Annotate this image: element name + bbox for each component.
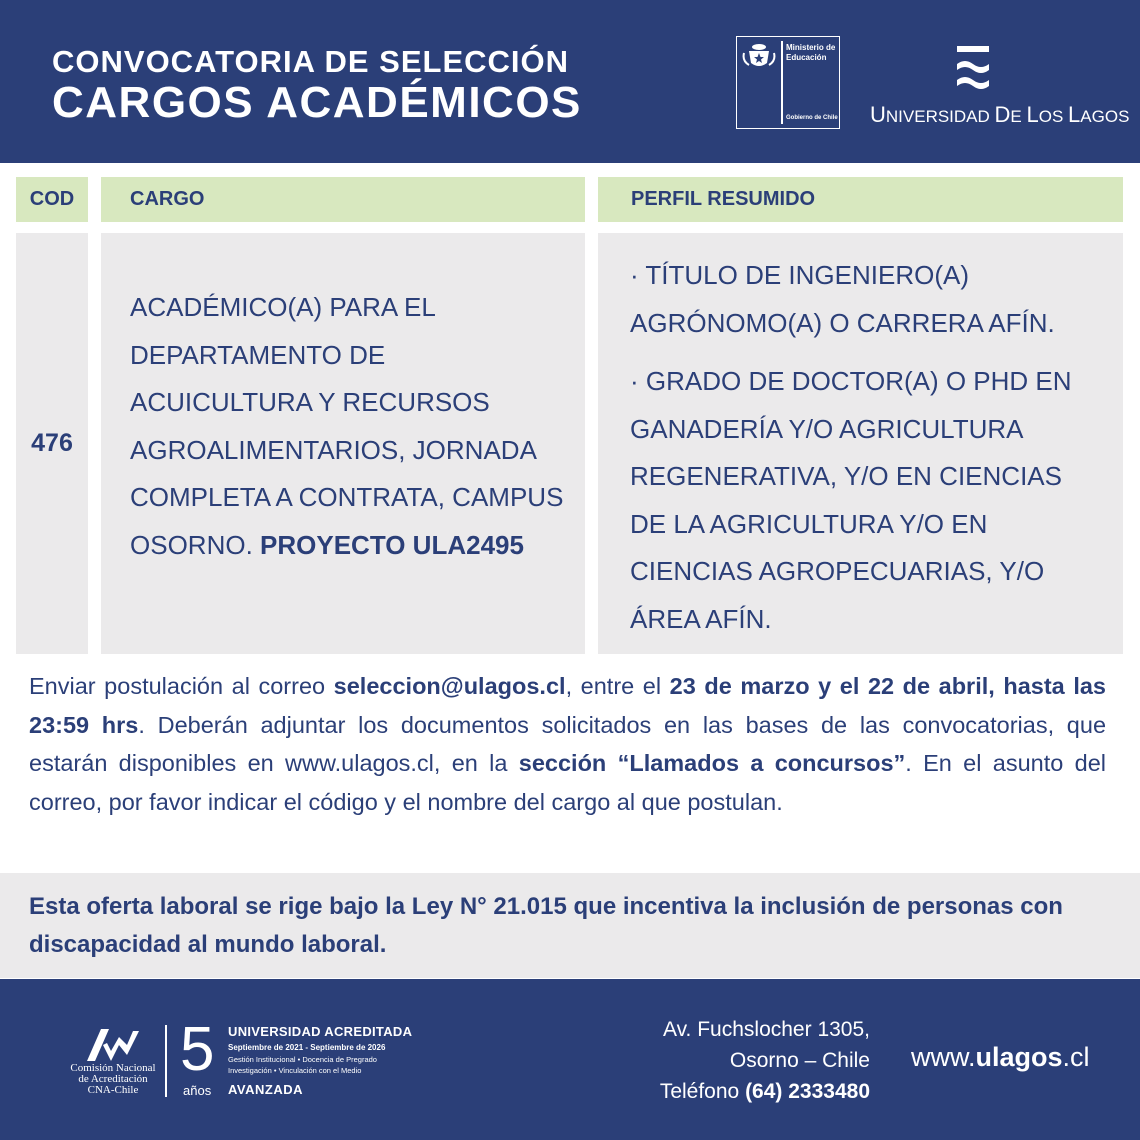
application-dates: 23 de marzo y el 22 de abril, hasta las 23:59 hrs	[29, 673, 1106, 738]
accreditation-years-label: años	[183, 1083, 212, 1098]
application-instructions: Enviar postulación al correo seleccion@ulagos.cl, entre el 23 de marzo y el 22 de abril, hasta las 23:59 hrs. Deberán adjuntar los documentos solicitados en las bases de las convocatorias, que estarán disponibles en www.ulagos.cl, en la sección “Llamados a concursos”. En el asunto del correo, por favor indicar el código y el nombre del cargo al que postulan.	[29, 673, 1107, 815]
job-title: ACADÉMICO(A) PARA EL DEPARTAMENTO DE ACUICULTURA Y RECURSOS AGROALIMENTARIOS, JORNADA COMPLETA A CONTRATA, CAMPUS OSORNO. PROYECTO ULA2495	[130, 292, 564, 560]
ministry-gov-label: Gobierno de Chile	[786, 115, 838, 121]
column-header-perfil: PERFIL RESUMIDO	[598, 177, 1123, 222]
application-email[interactable]: seleccion@ulagos.cl	[333, 673, 566, 699]
university-name: UNIVERSIDAD DE LOS LAGOS	[870, 102, 1130, 127]
accreditation-areas: Gestión Institucional • Docencia de Pregrado	[228, 1055, 377, 1064]
ulagos-waves-icon	[953, 44, 993, 94]
cna-logo-icon	[85, 1025, 141, 1063]
page-title-line1: CONVOCATORIA DE SELECCIÓN	[52, 44, 570, 79]
chile-coat-of-arms-icon	[741, 41, 777, 69]
footer-divider	[165, 1025, 167, 1097]
contact-address: Av. Fuchslocher 1305, Osorno – Chile Teléfono (64) 2333480	[659, 1018, 870, 1103]
project-code: PROYECTO ULA2495	[260, 529, 524, 560]
accreditation-areas: Investigación • Vinculación con el Medio	[228, 1066, 362, 1075]
law-notice: Esta oferta laboral se rige bajo la Ley N° 21.015 que incentiva la inclusión de personas con discapacidad al mundo laboral.	[29, 893, 1063, 958]
cna-name: Comisión Nacional de Acreditación CNA-Chile	[70, 1062, 156, 1096]
website-section: sección “Llamados a concursos”	[518, 750, 906, 776]
accreditation-level: AVANZADA	[228, 1082, 304, 1097]
ministry-name-line2: Educación	[786, 53, 827, 62]
profile-summary	[630, 252, 1100, 654]
accreditation-years-number: 5	[180, 1015, 215, 1084]
page-title-line2: CARGOS ACADÉMICOS	[52, 78, 582, 127]
accreditation-title: UNIVERSIDAD ACREDITADA	[228, 1024, 413, 1039]
ministry-name-line1: Ministerio de	[786, 43, 836, 52]
profile-item: · GRADO DE DOCTOR(A) O PHD EN GANADERÍA Y/O AGRICULTURA REGENERATIVA, Y/O EN CIENCIAS DE LA AGRICULTURA Y/O EN CIENCIAS AGROPECUARIAS, Y/O ÁREA AFÍN.	[630, 366, 1072, 634]
profile-item: · TÍTULO DE INGENIERO(A) AGRÓNOMO(A) O CARRERA AFÍN.	[630, 260, 1055, 338]
phone-number[interactable]: (64) 2333480	[745, 1080, 870, 1103]
accreditation-period: Septiembre de 2021 - Septiembre de 2026	[228, 1043, 386, 1052]
header-banner	[0, 0, 1140, 163]
column-header-cod: COD	[16, 177, 88, 222]
column-header-cargo: CARGO	[101, 177, 585, 222]
website-link[interactable]: www.ulagos.cl	[911, 1042, 1090, 1072]
ministry-logo	[736, 36, 840, 129]
job-code: 476	[31, 429, 73, 457]
